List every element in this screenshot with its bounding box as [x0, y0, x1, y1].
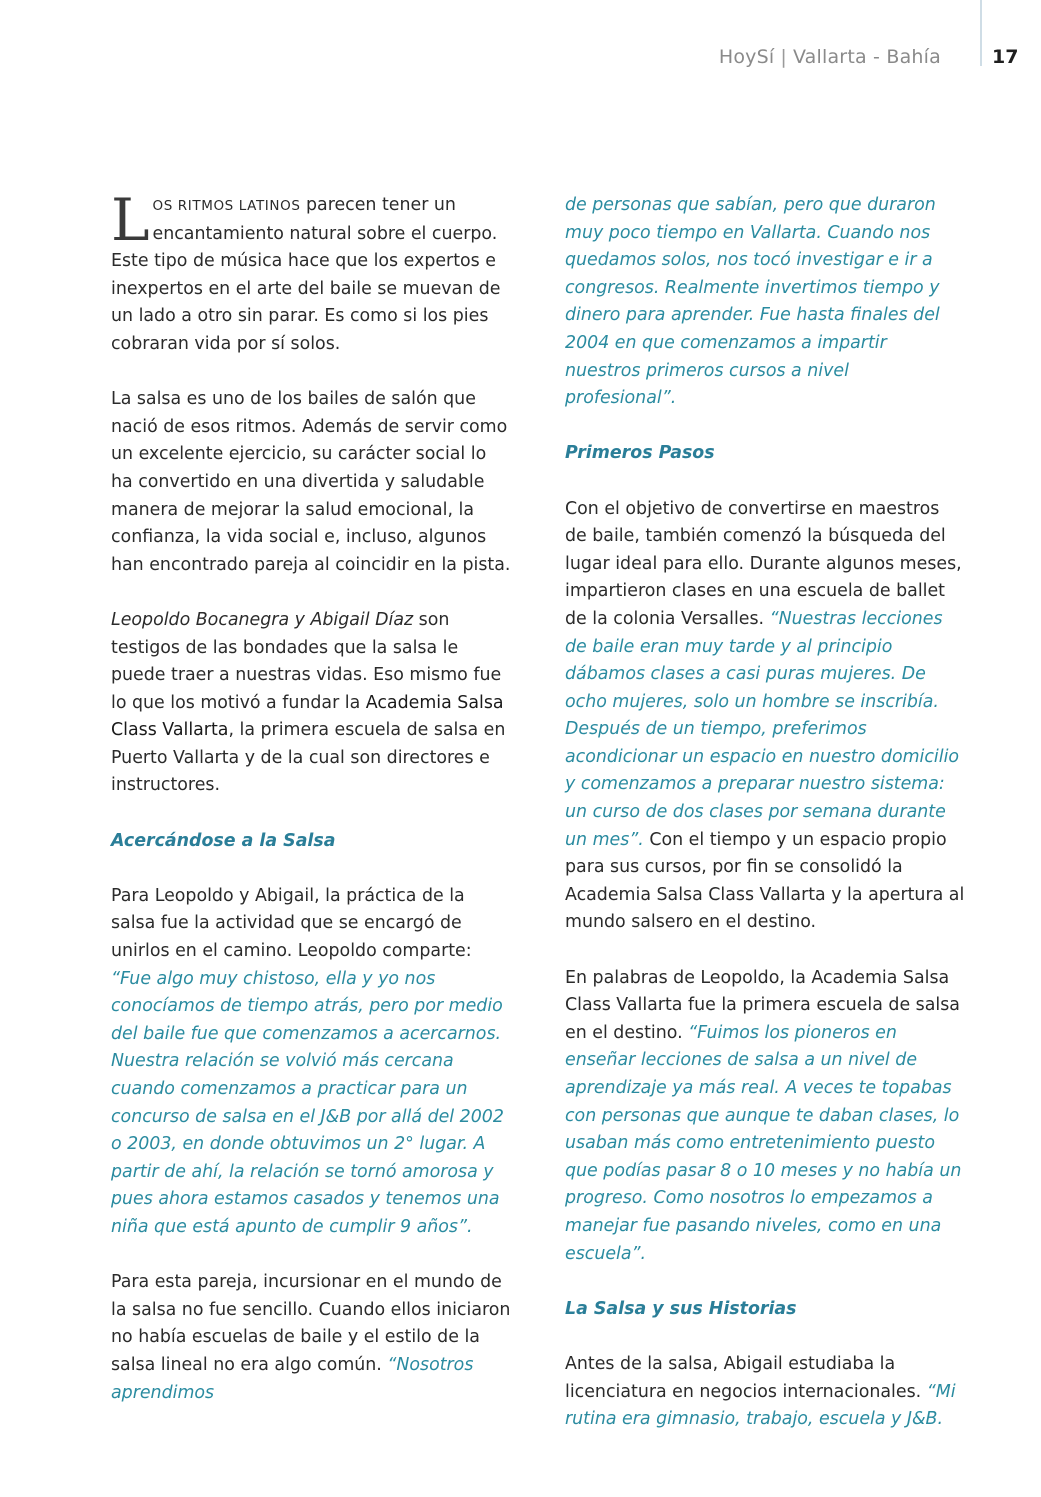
running-head-separator: | — [780, 46, 787, 68]
beginnings-text: Para esta pareja, incursionar en el mundo de la salsa no fue sencillo. Cuando ellos iniciaron no había escuelas de baile y el estilo de la salsa lineal no era algo común. — [111, 1272, 511, 1375]
article-column-right — [565, 192, 965, 1434]
founders-text-b: , la primera escuela de salsa en Puerto Vallarta y de la cual son directores e instructores. — [111, 720, 506, 796]
intro-text: parecen tener un encantamiento natural sobre el cuerpo. Este tipo de música hace que los expertos e inexpertos en el arte del baile se muevan de un lado a otro sin parar. Es como si los pies cobraran vida por sí solos. — [111, 195, 501, 354]
paragraph-pioneers — [565, 965, 965, 1269]
paragraph-beginnings — [111, 1269, 511, 1407]
paragraph-quote-continued — [565, 192, 965, 413]
leopoldo-quote-1: “Fue algo muy chistoso, ella y yo nos conocíamos de tiempo atrás, pero por medio del baile fue que comenzamos a acercarnos. Nuestra relación se volvió más cercana cuando comenzamos a practicar para un concurso de salsa en el J&B por allá del 2002 o 2003, en donde obtuvimos un 2° lugar. A partir de ahí, la relación se tornó amorosa y pues ahora estamos casados y tenemos una niña que está apunto de cumplir 9 años”. — [111, 968, 504, 1237]
abigail-text: Antes de la salsa, Abigail estudiaba la licenciatura en negocios internacionales. — [565, 1353, 927, 1402]
abigail-quote: “Mi rutina era gimnasio, trabajo, escuela y J&B. — [565, 1381, 956, 1430]
paragraph-salsa-origin: La salsa es uno de los bailes de salón que nació de esos ritmos. Además de servir como un excelente ejercicio, su carácter social lo ha convertido en una divertida y saludable manera de mejorar la salud emocional, la confianza, la vida social e, incluso, algunos han encontrado pareja al coincidir en la pista. — [111, 389, 511, 575]
first-steps-text-a: Con el objetivo de convertirse en maestros de baile, también comenzó la búsqueda del lugar ideal para ello. Durante algunos meses, impartieron clases en una escuela de ballet de la colonia Versalles. — [565, 498, 962, 629]
first-steps-text-b: Con el tiempo y un espacio propio para sus cursos, por fin se consolidó la Academia Salsa Class Vallarta y la apertura al mundo salsero en el destino. — [565, 829, 965, 933]
drop-cap: L — [111, 186, 150, 254]
beginnings-quote-start: “Nosotros aprendimos — [111, 1354, 474, 1403]
paragraph-abigail — [565, 1351, 965, 1434]
running-head — [719, 46, 941, 68]
paragraph-how-they-met — [111, 883, 511, 1242]
beginnings-quote-end: de personas que sabían, pero que duraron muy poco tiempo en Vallarta. Cuando nos quedamos solos, nos tocó investigar e ir a congresos. Realmente invertimos tiempo y dinero para aprender. Fue hasta finales del 2004 en que comenzamos a impartir nuestros primeros cursos a nivel profesional”. — [565, 195, 940, 409]
pioneers-quote: “Fuimos los pioneros en enseñar lecciones de salsa a un nivel de aprendizaje ya más real. A veces te topabas con personas que aunque te daban clases, lo usaban más como entretenimiento puesto que podías pasar 8 o 10 meses y no había un progreso. Como nosotros lo empezamos a manejar fue pasando niveles, como en una escuela”. — [565, 1022, 962, 1264]
page-number: 17 — [992, 46, 1019, 68]
publication-name: HoySí — [718, 46, 775, 68]
section-name: Vallarta - Bahía — [792, 46, 941, 68]
intro-paragraph — [111, 186, 511, 359]
how-they-met-text: Para Leopoldo y Abigail, la práctica de la salsa fue la actividad que se encargó de unirlos en el camino. Leopoldo comparte: — [111, 885, 472, 962]
first-steps-quote: “Nuestras lecciones de baile eran muy tarde y al principio dábamos clases a casi puras mujeres. De ocho mujeres, solo un hombre se inscribía. Después de un tiempo, preferimos acondicionar un espacio en nuestro domicilio y comenzamos a preparar nuestro sistema: un curso de dos clases por semana durante un mes”. — [565, 608, 960, 850]
section-heading-historias: La Salsa y sus Historias — [565, 1298, 797, 1319]
pioneers-text: En palabras de Leopoldo, la Academia Salsa Class Vallarta fue la primera escuela de salsa en el destino. — [565, 967, 960, 1043]
academy-name: Academia Salsa Class Vallarta — [111, 692, 504, 741]
header-divider — [980, 0, 982, 66]
paragraph-founders — [111, 607, 511, 800]
founder-names: Leopoldo Bocanegra y Abigail Díaz — [111, 609, 414, 630]
section-heading-primeros-pasos: Primeros Pasos — [565, 443, 715, 464]
paragraph-first-steps — [565, 496, 965, 938]
article-column-left — [111, 186, 511, 1407]
section-heading-acercandose: Acercándose a la Salsa — [111, 830, 336, 851]
intro-small-caps: OS RITMOS LATINOS — [152, 198, 301, 214]
founders-text-a: son testigos de las bondades que la salsa le puede traer a nuestras vidas. Eso mismo fue lo que los motivó a fundar la — [111, 609, 502, 713]
